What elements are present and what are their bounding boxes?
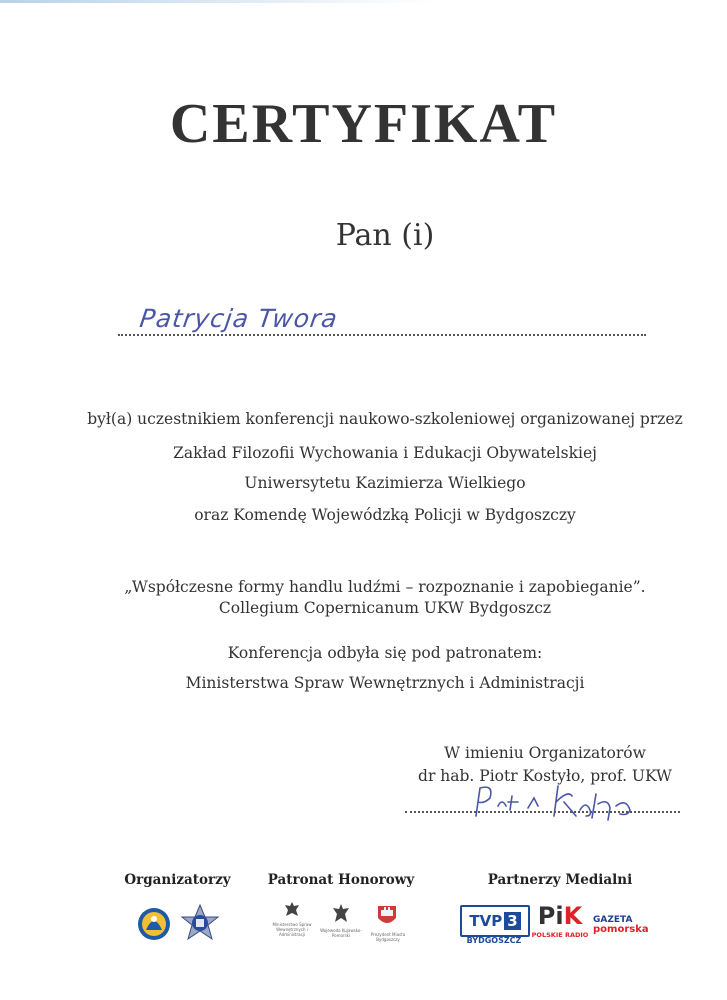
signature-dotted-line	[405, 811, 680, 813]
signer-name: dr hab. Piotr Kostyło, prof. UKW	[418, 767, 672, 785]
conference-venue: Collegium Copernicanum UKW Bydgoszcz	[218, 599, 552, 617]
organizers-label: Organizatorzy	[124, 872, 231, 888]
name-dotted-line	[118, 334, 646, 336]
ukw-logo-icon	[136, 906, 172, 942]
voivode-eagle-icon	[331, 902, 351, 926]
tvp-city: BYDGOSZCZ	[466, 936, 522, 945]
pomorska-word: pomorska	[593, 924, 649, 935]
body-line-4: oraz Komendę Wojewódzką Policji w Bydgoszczy	[194, 506, 576, 524]
pik-letter-k: K	[563, 902, 583, 930]
eagle-emblem-icon	[283, 900, 301, 920]
pik-letter-p: P	[537, 902, 556, 930]
gazeta-word: GAZETA	[593, 915, 633, 925]
body-line-3: Uniwersytetu Kazimierza Wielkiego	[244, 474, 526, 492]
media-partners-label: Partnerzy Medialni	[487, 872, 633, 888]
participant-name-handwritten: Patrycja Twora	[137, 304, 340, 333]
body-line-2: Zakład Filozofii Wychowania i Edukacji Obywatelskiej	[173, 444, 597, 462]
conference-title: „Współczesne formy handlu ludźmi – rozpoznanie i zapobieganie”.	[124, 578, 646, 596]
honorary-patronage-label: Patronat Honorowy	[267, 872, 415, 888]
voivode-caption: Wojewoda Kujawsko-Pomorski	[320, 928, 362, 938]
bydgoszcz-caption: Prezydent Miasta Bydgoszczy	[370, 932, 406, 942]
patron-name: Ministerstwa Spraw Wewnętrznych i Administracji	[185, 674, 585, 692]
on-behalf-text: W imieniu Organizatorów	[444, 744, 646, 762]
patronage-intro: Konferencja odbyła się pod patronatem:	[227, 644, 543, 662]
tvp-channel-number: 3	[504, 912, 520, 930]
pik-logo	[535, 903, 585, 929]
bydgoszcz-crest-icon	[376, 904, 398, 928]
pik-letter-i: i	[555, 902, 564, 930]
mswia-caption: Ministerstwo Spraw Wewnętrznych i Administracji	[272, 922, 312, 937]
police-star-icon	[180, 903, 220, 943]
signature-scribble	[468, 776, 648, 826]
tvp-brand: TVP	[469, 912, 503, 930]
tvp3-logo	[460, 905, 530, 937]
certificate-title: CERTYFIKAT	[169, 93, 558, 155]
gazeta-pomorska-logo	[593, 916, 649, 934]
body-line-1: był(a) uczestnikiem konferencji naukowo-szkoleniowej organizowanej przez	[87, 410, 683, 428]
scan-edge	[0, 0, 727, 3]
salutation: Pan (i)	[335, 218, 435, 253]
pik-subtitle: POLSKIE RADIO	[531, 931, 589, 939]
